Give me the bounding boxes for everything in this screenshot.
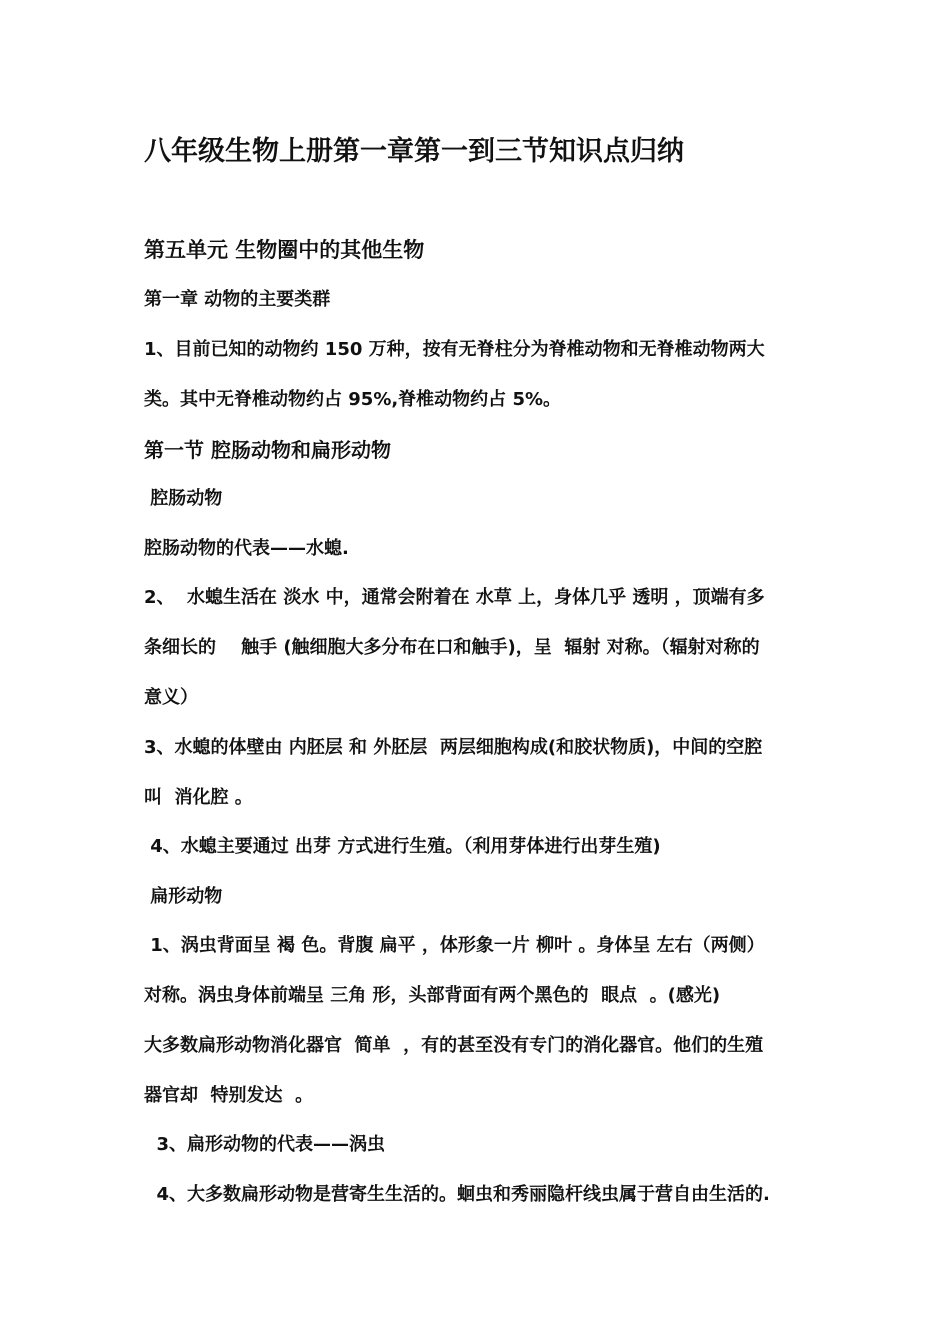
- paragraph-line: 类。其中无脊椎动物约占 95%,脊椎动物约占 5%。: [144, 389, 562, 410]
- paragraph-line: 4、大多数扁形动物是营寄生生活的。蛔虫和秀丽隐杆线虫属于营自由生活的.: [144, 1184, 770, 1205]
- paragraph-line: 3、扁形动物的代表——涡虫: [144, 1134, 386, 1155]
- paragraph-line: 叫 消化腔 。: [144, 787, 253, 808]
- paragraph-line: 意义）: [144, 687, 198, 708]
- paragraph-line: 腔肠动物的代表——水螅.: [144, 538, 349, 559]
- paragraph-line: 器官却 特别发达 。: [144, 1085, 314, 1106]
- subsection-heading: 腔肠动物: [144, 488, 223, 509]
- document-title: 八年级生物上册第一章第一到三节知识点归纳: [144, 136, 684, 167]
- paragraph-line: 1、涡虫背面呈 褐 色。背腹 扁平 ，体形象一片 柳叶 。身体呈 左右（两侧）: [144, 935, 765, 956]
- paragraph-line: 条细长的 触手 (触细胞大多分布在口和触手)，呈 辐射 对称。（辐射对称的: [144, 637, 760, 658]
- paragraph-line: 3、水螅的体壁由 内胚层 和 外胚层 两层细胞构成(和胶状物质)，中间的空腔: [144, 737, 763, 758]
- paragraph-line: 大多数扁形动物消化器官 简单 ，有的甚至没有专门的消化器官。他们的生殖: [144, 1035, 764, 1056]
- section-heading: 第一节 腔肠动物和扁形动物: [144, 438, 391, 462]
- unit-heading: 第五单元 生物圈中的其他生物: [144, 238, 425, 262]
- paragraph-line: 2、 水螅生活在 淡水 中，通常会附着在 水草 上，身体几乎 透明 ，顶端有多: [144, 587, 765, 608]
- chapter-heading: 第一章 动物的主要类群: [144, 289, 331, 310]
- paragraph-line: 对称。涡虫身体前端呈 三角 形，头部背面有两个黑色的 眼点 。(感光): [144, 985, 721, 1006]
- paragraph-line: 4、水螅主要通过 出芽 方式进行生殖。（利用芽体进行出芽生殖): [144, 836, 661, 857]
- paragraph-line: 1、目前已知的动物约 150 万种，按有无脊柱分为脊椎动物和无脊椎动物两大: [144, 339, 765, 360]
- subsection-heading: 扁形动物: [144, 886, 223, 907]
